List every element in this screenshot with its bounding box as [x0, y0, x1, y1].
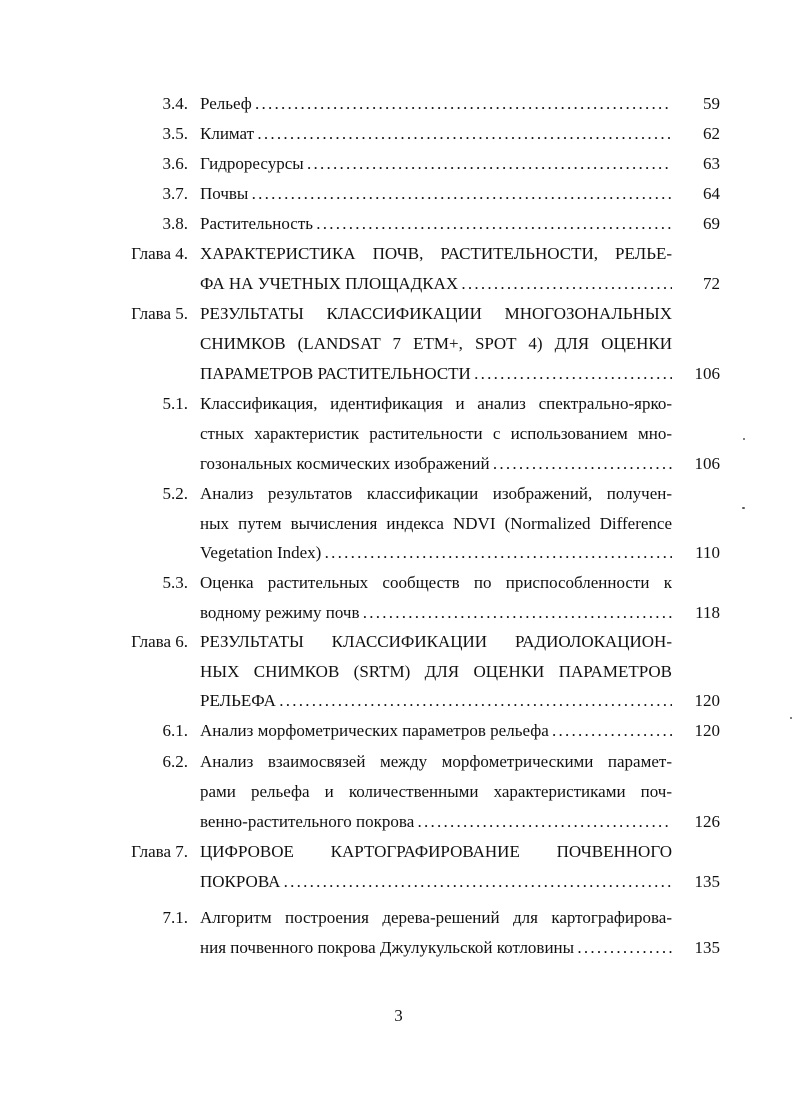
toc-title: Алгоритм построения дерева-решений для картографирова- [200, 908, 672, 927]
toc-title: ных путем вычисления индекса NDVI (Normalized Difference [200, 514, 672, 533]
toc-title: Классификация, идентификация и анализ спектрально-ярко- [200, 394, 672, 413]
toc-page: 118 [695, 603, 720, 622]
toc-title: ХАРАКТЕРИСТИКА ПОЧВ, РАСТИТЕЛЬНОСТИ, РЕЛЬЕ- [200, 244, 672, 263]
toc-number: 5.2. [162, 484, 188, 503]
toc-title: ПОКРОВА . . . [200, 870, 672, 894]
toc-title: гозональных космических изображений . . . [200, 452, 672, 476]
toc-number: Глава 4. [131, 244, 188, 263]
toc-number: 7.1. [162, 908, 188, 927]
toc-number: 3.7. [162, 184, 188, 203]
toc-page: 63 [703, 154, 720, 173]
toc-title: Климат . . . [200, 122, 672, 146]
toc-title: рами рельефа и количественными характеристиками поч- [200, 782, 672, 801]
toc-number: Глава 6. [131, 632, 188, 651]
scan-speck [742, 507, 745, 509]
toc-page: 106 [694, 364, 720, 383]
toc-number: 3.5. [162, 124, 188, 143]
toc-title: РЕЛЬЕФА . . . [200, 689, 672, 713]
toc-title: водному режиму почв . . . [200, 601, 672, 625]
toc-title: Анализ морфометрических параметров рельефа . . . [200, 719, 672, 743]
toc-page: 135 [694, 872, 720, 891]
toc-number: Глава 5. [131, 304, 188, 323]
toc-page: 126 [694, 812, 720, 831]
toc-title: стных характеристик растительности с использованием мно- [200, 424, 672, 443]
toc-title: Почвы . . . [200, 182, 672, 206]
scan-speck [743, 438, 745, 440]
toc-page: 110 [695, 543, 720, 562]
toc-title: Гидроресурсы . . . [200, 152, 672, 176]
toc-number: 5.3. [162, 573, 188, 592]
toc-page: 106 [694, 454, 720, 473]
toc-page: 120 [694, 721, 720, 740]
page-number: 3 [394, 1006, 403, 1025]
toc-number: Глава 7. [131, 842, 188, 861]
toc-page: 135 [694, 938, 720, 957]
toc-title: Оценка растительных сообществ по приспособленности к [200, 573, 672, 592]
toc-title: Растительность . . . [200, 212, 672, 236]
toc-title: венно-растительного покрова . . . [200, 810, 672, 834]
toc-page: 69 [703, 214, 720, 233]
toc-title: РЕЗУЛЬТАТЫ КЛАССИФИКАЦИИ МНОГОЗОНАЛЬНЫХ [200, 304, 672, 323]
toc-page: 62 [703, 124, 720, 143]
toc-number: 3.8. [162, 214, 188, 233]
toc-page: 120 [694, 691, 720, 710]
toc-page: 59 [703, 94, 720, 113]
toc-number: 5.1. [162, 394, 188, 413]
toc-title: ФА НА УЧЕТНЫХ ПЛОЩАДКАХ . . . [200, 272, 672, 296]
toc-title: РЕЗУЛЬТАТЫ КЛАССИФИКАЦИИ РАДИОЛОКАЦИОН- [200, 632, 672, 651]
toc-number: 6.2. [162, 752, 188, 771]
toc-title: НЫХ СНИМКОВ (SRTM) ДЛЯ ОЦЕНКИ ПАРАМЕТРОВ [200, 662, 672, 681]
toc-number: 6.1. [162, 721, 188, 740]
toc-title: Анализ результатов классификации изображений, получен- [200, 484, 672, 503]
toc-title: Анализ взаимосвязей между морфометрическими парамет- [200, 752, 672, 771]
toc-page: 64 [703, 184, 720, 203]
scan-speck [790, 717, 792, 719]
toc-number: 3.4. [162, 94, 188, 113]
toc-title: ПАРАМЕТРОВ РАСТИТЕЛЬНОСТИ . . . [200, 362, 672, 386]
toc-page: 72 [703, 274, 720, 293]
toc-title: СНИМКОВ (LANDSAT 7 ETM+, SPOT 4) ДЛЯ ОЦЕНКИ [200, 334, 672, 353]
toc-title: Рельеф . . . [200, 92, 672, 116]
toc-title: ЦИФРОВОЕ КАРТОГРАФИРОВАНИЕ ПОЧВЕННОГО [200, 842, 672, 861]
toc-title: Vegetation Index) . . . [200, 541, 672, 565]
toc-number: 3.6. [162, 154, 188, 173]
toc-title: ния почвенного покрова Джулукульской котловины . . . [200, 936, 672, 960]
